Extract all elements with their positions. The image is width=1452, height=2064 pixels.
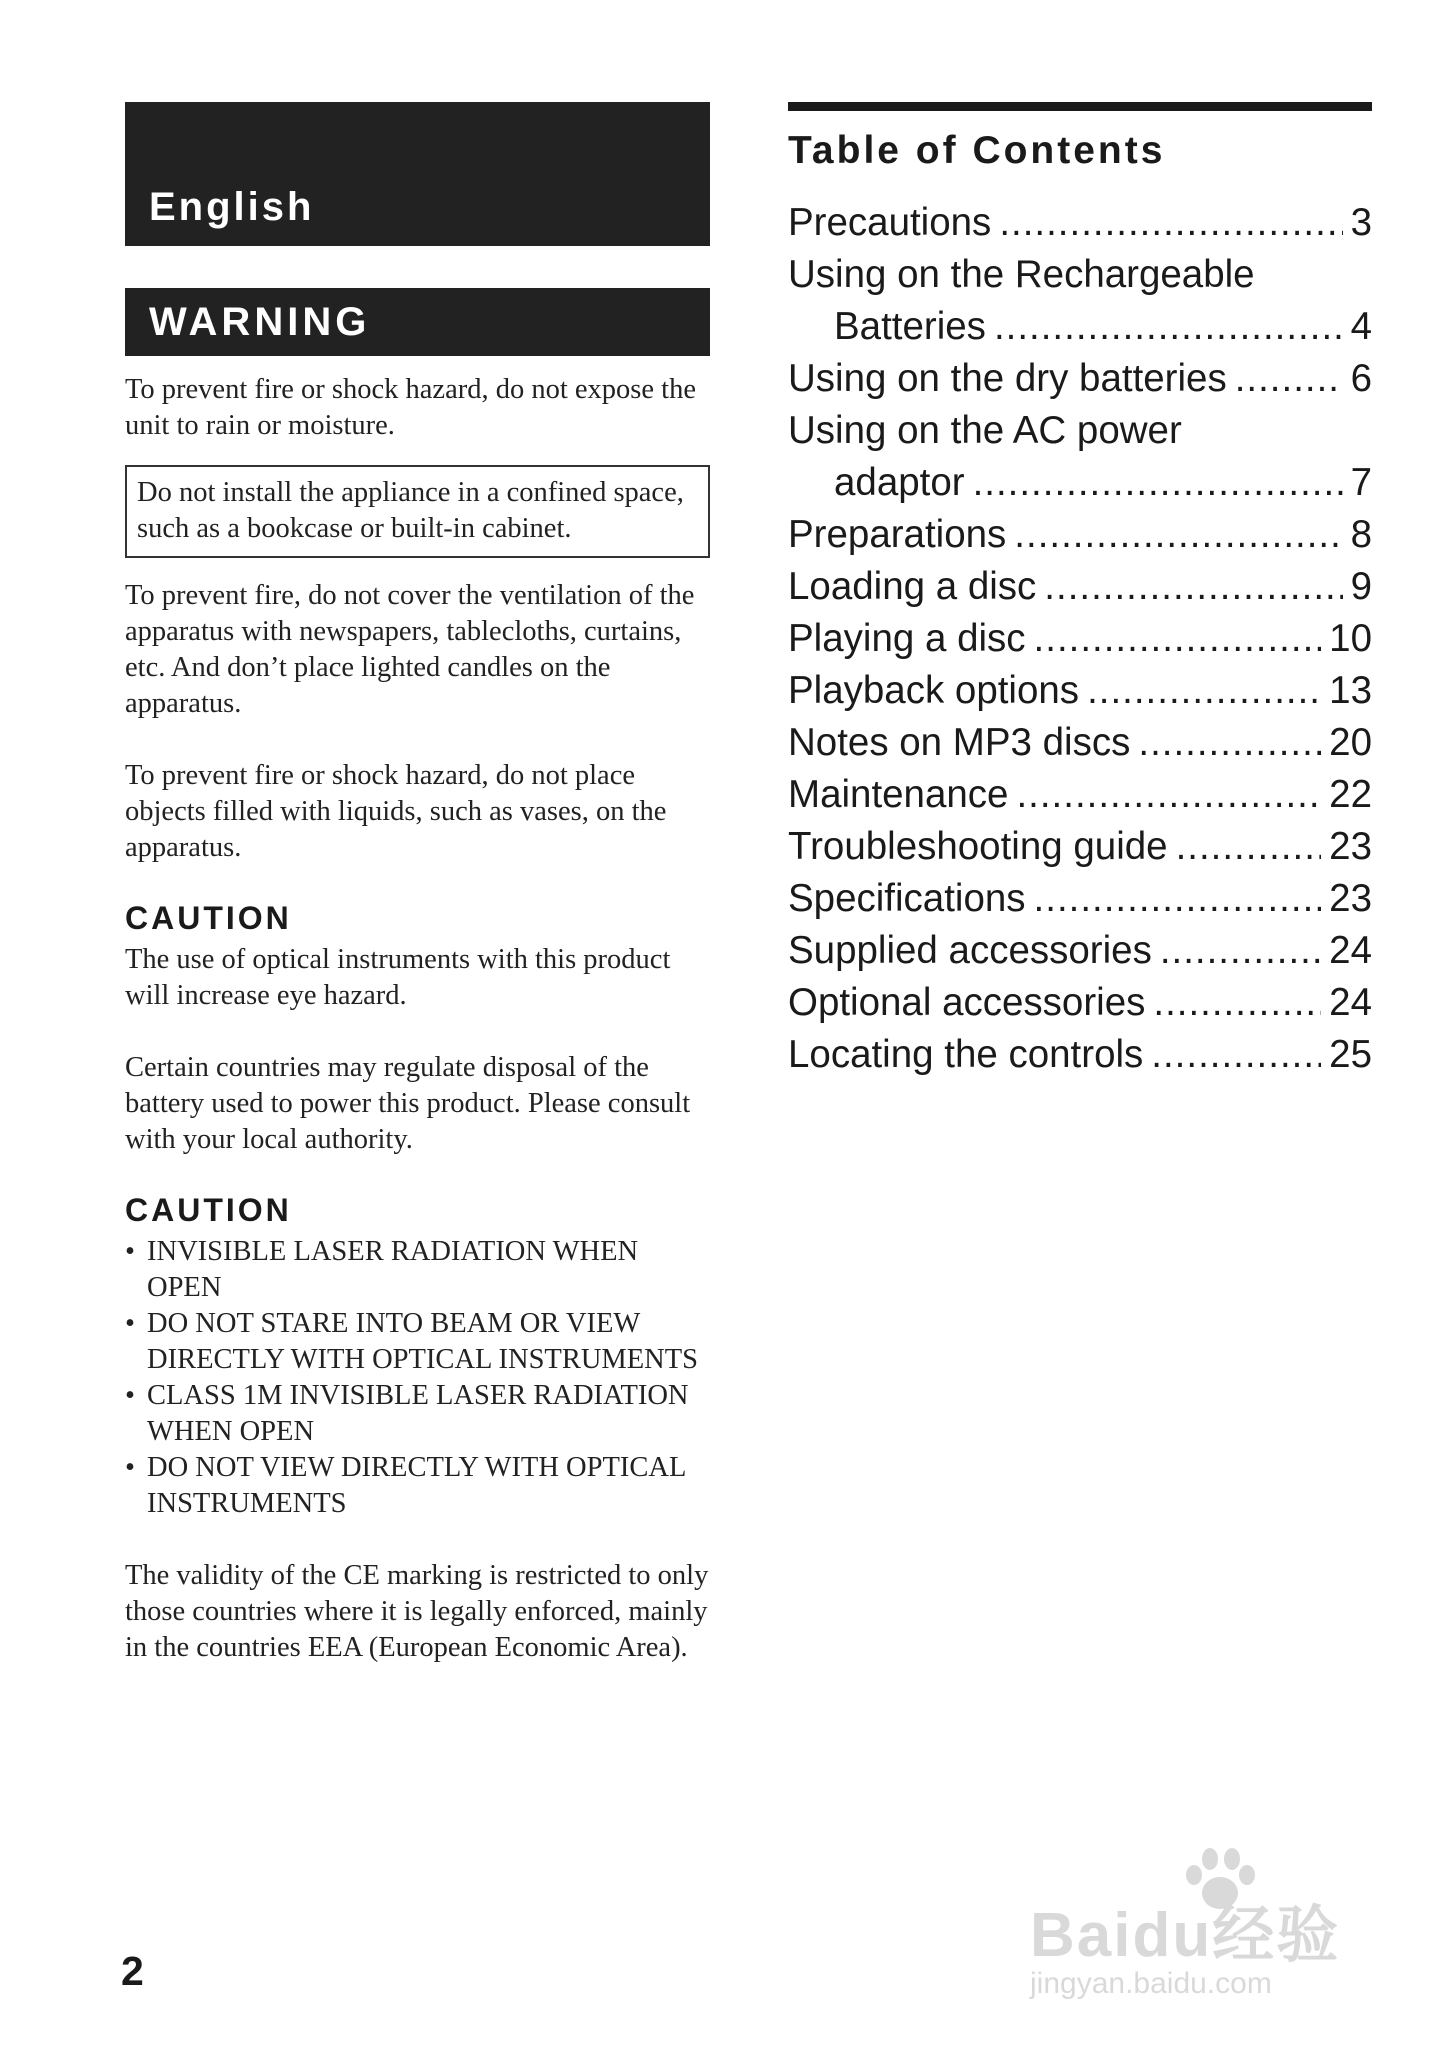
toc-entry-label-cont: Batteries [834,305,986,348]
toc-entry [788,509,1372,561]
toc-entry-page: 24 [1329,981,1372,1024]
toc-entry-label: Maintenance [788,773,1009,816]
toc-entry-page: 25 [1329,1033,1372,1076]
warning-heading-bar [125,288,710,356]
toc-entry [788,769,1372,821]
toc-entry [788,561,1372,613]
toc-entry-page: 9 [1350,565,1372,608]
toc-entry [788,665,1372,717]
toc-leader [1235,353,1343,405]
toc-entry-page: 23 [1329,825,1372,868]
ventilation-text: To prevent fire, do not cover the ventilation of the apparatus with newspapers, tablecloths, curtains, etc. And don’t place lighted candles on the apparatus. [125,580,695,719]
toc-entry-page: 4 [1350,305,1372,348]
toc-entry-label: Optional accessories [788,981,1146,1024]
toc-leader [999,197,1342,249]
toc-entry-label: Locating the controls [788,1033,1144,1076]
boxed-notice: Do not install the appliance in a confined space, such as a bookcase or built-in cabinet. [125,465,710,558]
language-heading: English [149,185,315,229]
toc-column [788,102,1372,1081]
toc-entry [788,873,1372,925]
toc-leader [1016,769,1321,821]
watermark-brand: Baidu经验 [1030,1901,1341,1970]
toc-entry-label: Troubleshooting guide [788,825,1168,868]
page-number: 2 [121,1948,144,1994]
toc-leader [1034,613,1322,665]
toc-entry [788,353,1372,405]
caution-heading: CAUTION [125,900,292,936]
toc-leader [1044,561,1342,613]
toc-leader [1034,873,1322,925]
toc-entry-label: Notes on MP3 discs [788,721,1131,764]
toc-entry-page: 3 [1350,201,1372,244]
toc-entry-page: 10 [1329,617,1372,660]
caution-laser-heading: CAUTION [125,1192,292,1228]
toc-entry [788,821,1372,873]
left-column [125,102,710,1666]
language-heading-bar [125,102,710,246]
toc-entry-label: Playback options [788,669,1080,712]
toc-entry-page: 23 [1329,877,1372,920]
toc-entry-page: 7 [1350,461,1372,504]
toc-leader [1014,509,1342,561]
toc-entry [788,977,1372,1029]
toc-entry [788,925,1372,977]
toc-leader [994,301,1343,353]
toc-leader [973,457,1343,509]
toc-entry-label: Preparations [788,513,1007,556]
toc-entry-label: Using on the AC power [788,409,1182,452]
warning-heading: WARNING [149,299,371,344]
caution-bullet: • CLASS 1M INVISIBLE LASER RADIATION WHEN OPEN [125,1378,710,1450]
caution-bullet: • DO NOT STARE INTO BEAM OR VIEW DIRECTLY WITH OPTICAL INSTRUMENTS [125,1306,710,1378]
toc-entry-label: Precautions [788,201,992,244]
toc-entry-page: 13 [1329,669,1372,712]
toc-entry-label: Specifications [788,877,1026,920]
toc-entry [788,405,1372,509]
caution-text: The use of optical instruments with this product will increase eye hazard. [125,944,671,1011]
toc-list [788,197,1372,1081]
toc-entry-page: 20 [1329,721,1372,764]
toc-leader [1138,717,1321,769]
toc-entry [788,1029,1372,1081]
toc-entry-label-cont: adaptor [834,461,965,504]
toc-entry-label: Playing a disc [788,617,1026,660]
toc-top-rule [788,102,1372,111]
toc-entry [788,249,1372,353]
toc-entry-label: Supplied accessories [788,929,1152,972]
warning-text: To prevent fire or shock hazard, do not expose the unit to rain or moisture. [125,374,696,441]
disposal-text: Certain countries may regulate disposal of the battery used to power this product. Please consult with your local authority. [125,1052,691,1155]
caution-bullet: • DO NOT VIEW DIRECTLY WITH OPTICAL INSTRUMENTS [125,1450,710,1522]
toc-leader [1176,821,1322,873]
watermark [1030,1845,1370,2005]
toc-entry-label: Loading a disc [788,565,1037,608]
toc-entry-page: 24 [1329,929,1372,972]
toc-leader [1151,1029,1321,1081]
toc-title: Table of Contents [788,129,1166,172]
ce-marking-text: The validity of the CE marking is restricted to only those countries where it is legally enforced, mainly in the countries EEA (European Economic Area). [125,1560,709,1663]
toc-entry-page: 8 [1350,513,1372,556]
toc-entry [788,717,1372,769]
liquids-text: To prevent fire or shock hazard, do not place objects filled with liquids, such as vases, on the apparatus. [125,760,667,863]
toc-entry-label: Using on the dry batteries [788,357,1227,400]
toc-entry-page: 6 [1350,357,1372,400]
toc-entry-page: 22 [1329,773,1372,816]
caution-bullet: • INVISIBLE LASER RADIATION WHEN OPEN [125,1234,710,1306]
watermark-url: jingyan.baidu.com [1030,1967,1272,2000]
toc-leader [1160,925,1321,977]
toc-entry [788,613,1372,665]
toc-entry-label: Using on the Rechargeable [788,253,1255,296]
toc-leader [1153,977,1321,1029]
toc-leader [1087,665,1321,717]
caution-bullet-list [125,1234,710,1522]
toc-entry [788,197,1372,249]
